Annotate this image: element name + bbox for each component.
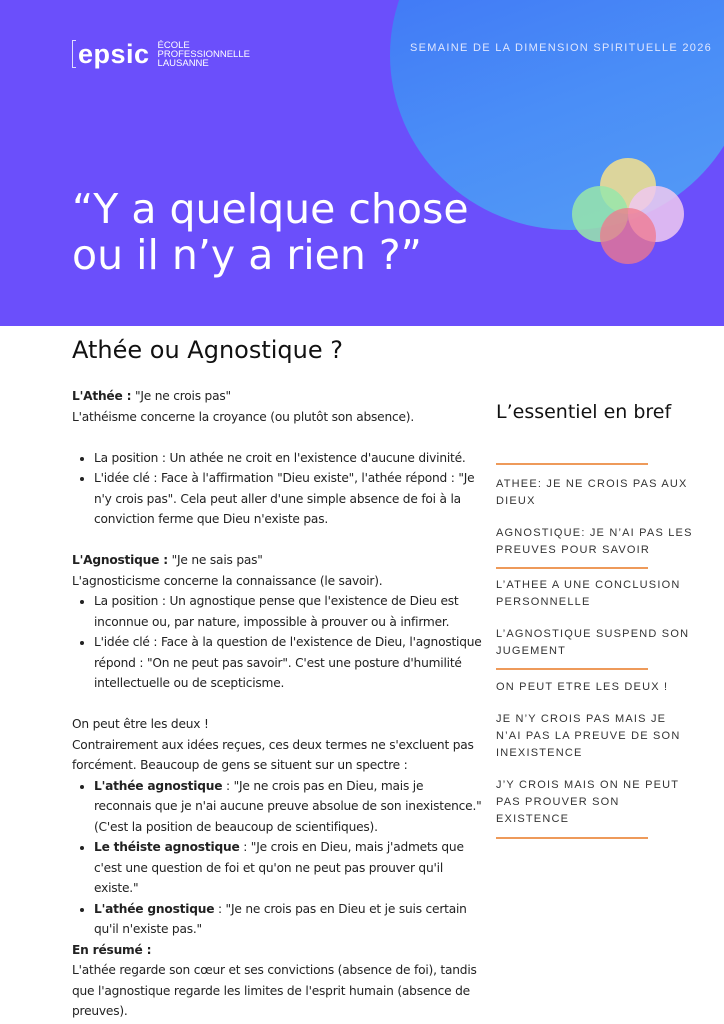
aside-item: AGNOSTIQUE: JE N’AI PAS LES PREUVES POUR SAVOIR [496,527,693,556]
summary-heading [72,940,482,961]
logo-line: ÉCOLE [157,39,190,51]
aside-item: L’ATHEE A UNE CONCLUSION PERSONNELLE [496,579,681,608]
list-item: • La position : Un agnostique pense que l'existence de Dieu est inconnue ou, par nature, impossible à prouver ou à infirmer. [94,591,482,632]
aside-item: JE N’Y CROIS PAS MAIS JE N’AI PAS LA PREUVE DE SON INEXISTENCE [496,713,681,759]
logo-line: PROFESSIONNELLE [157,48,250,60]
headline [72,186,469,278]
headline-line: “Y a quelque chose [72,185,469,233]
agnostique-quote: "Je ne sais pas" [167,553,263,567]
list-term: Le théiste agnostique [94,840,240,854]
logo-subtitle [158,41,250,68]
both-heading: On peut être les deux ! [72,717,209,731]
flower-icon [568,156,688,266]
list-item [94,837,482,899]
aside-item: ON PEUT ETRE LES DEUX ! [496,681,669,693]
list-item: • L'idée clé : Face à l'affirmation "Dieu existe", l'athée répond : "Je n'y crois pas". Cela peut aller d'une simple absence de foi à la conviction ferme que Dieu n'existe pas. [94,468,482,530]
list-text: : "Je ne crois pas en Dieu, mais je reconnais que je n'ai aucune preuve absolue de son inexistence." (C'est la position de beaucoup de scientifiques). [94,778,482,834]
main-content [72,386,482,1022]
athee-label: L'Athée : [72,389,132,403]
header-banner [0,0,724,326]
logo-bracket [72,40,76,68]
both-intro: Contrairement aux idées reçues, ces deux termes ne s'excluent pas forcément. Beaucoup de gens se situent sur un spectre : [72,737,474,772]
logo-word: epsic [78,38,150,69]
list-term: L'athée gnostique [94,901,215,916]
list-item: • La position : Un athée ne croit en l'existence d'aucune divinité. [94,448,482,469]
aside-item: ATHEE: JE NE CROIS PAS AUX DIEUX [496,478,688,507]
agnostique-list [72,591,482,694]
event-title: SEMAINE DE LA DIMENSION SPIRITUELLE 2026 [410,42,713,54]
aside-title: L’essentiel en bref [496,401,672,423]
list-item [94,899,482,940]
summary-label: En résumé : [72,942,152,957]
aside-item: L’AGNOSTIQUE SUSPEND SON JUGEMENT [496,628,690,657]
list-text: : "Je ne crois pas en Dieu et je suis certain qu'il n'existe pas." [94,901,467,936]
list-item [94,776,482,838]
list-term: L'athée agnostique [94,778,223,793]
athee-intro: L'athéisme concerne la croyance (ou plutôt son absence). [72,409,415,424]
logo-line: LAUSANNE [157,57,209,69]
petal-pink [600,208,656,264]
list-text: : "Je crois en Dieu, mais j'admets que c'est une question de foi et qu'on ne peut pas prouver qu'il existe." [94,840,464,895]
spectrum-list [72,776,482,940]
athee-list [72,448,482,530]
section-title: Athée ou Agnostique ? [72,336,344,364]
aside-item: J’Y CROIS MAIS ON NE PEUT PAS PROUVER SON EXISTENCE [496,779,680,825]
summary-sidebar [496,463,696,839]
epsic-logo [72,40,250,68]
agnostique-heading [72,550,482,571]
agnostique-intro: L'agnosticisme concerne la connaissance (le savoir). [72,573,383,588]
divider [496,837,648,839]
athee-heading [72,386,482,407]
headline-line: ou il n’y a rien ?” [72,231,422,279]
athee-quote: "Je ne crois pas" [131,389,231,403]
list-item: • L'idée clé : Face à la question de l'existence de Dieu, l'agnostique répond : "On ne peut pas savoir". C'est une posture d'humilité intellectuelle ou de scepticisme. [94,632,482,694]
summary-text: L'athée regarde son cœur et ses convictions (absence de foi), tandis que l'agnostique regarde les limites de l'esprit humain (absence de preuves). [72,963,477,1018]
agnostique-label: L'Agnostique : [72,553,168,567]
